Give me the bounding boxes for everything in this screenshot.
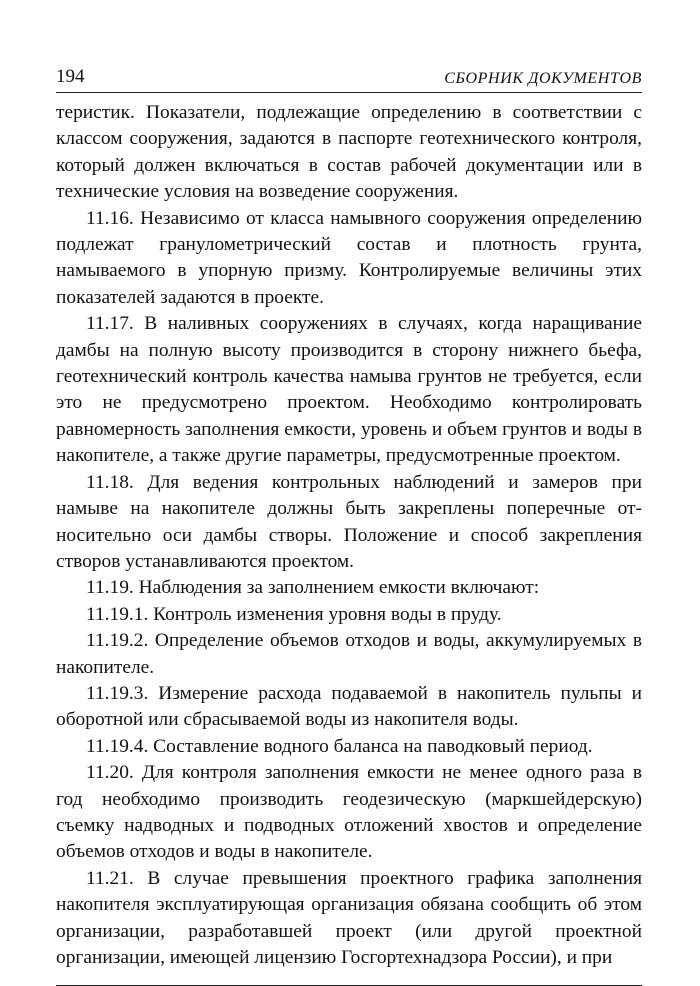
- running-title: СБОРНИК ДОКУМЕНТОВ: [444, 70, 642, 87]
- paragraph-11-19: 11.19. Наблюдения за заполнением емкости включают:: [86, 577, 540, 599]
- paragraph-11-19-2: 11.19.2. Определение объемов отходов и воды, аккумулируемых в накопителе.: [56, 630, 642, 678]
- page-number: 194: [56, 66, 85, 87]
- paragraph-11-16: 11.16. Независимо от класса намывного сооружения определению подлежат гранулометрический состав и плотность грунта, намываемого в упорную призму. Контролируемые величины этих показателей задаются в проекте.: [56, 207, 642, 308]
- paragraph-11-19-4: 11.19.4. Составление водного баланса на паводковый период.: [86, 735, 593, 757]
- paragraph-11-18: 11.18. Для ведения контрольных наблюдений и замеров при намыве на накопителе должны быть закреплены поперечные относительно оси дамбы створы. Положение и способ закрепления створов устанавливаются проектом.: [56, 471, 642, 572]
- paragraph-continuation: теристик. Показатели, подлежащие определению в соответствии с классом сооружения, задаются в паспорте геотехнического контроля, который должен включаться в состав рабочей документации или в технические условия на возведение сооружения.: [56, 102, 642, 203]
- paragraph-11-19-3: 11.19.3. Измерение расхода подаваемой в накопитель пульпы и оборотной или сбрасываемой воды из накопителя воды.: [56, 682, 642, 731]
- paragraph-11-20: 11.20. Для контроля заполнения емкости не менее одного раза в год необходимо производить геодезическую (маркшейдерскую) съемку надводных и подводных отложений хвостов и определение объемов отходов и воды в накопителе.: [56, 762, 642, 863]
- document-page: [56, 62, 642, 986]
- body-text: [56, 100, 642, 971]
- paragraph-11-19-1: 11.19.1. Контроль изменения уровня воды в пруду.: [86, 603, 502, 625]
- page-header: [56, 62, 642, 93]
- paragraph-11-17: 11.17. В наливных сооружениях в случаях, когда наращивание дамбы на полную высоту производится в сторону нижнего бьефа, геотехнический контроль качества намыва грунтов не требуется, если это не предусмотрено проектом. Необходимо контролировать равномерность заполнения емкости, уровень и объем грунтов и воды в накопителе, а также другие параметры, предусмотренные проектом.: [56, 313, 642, 467]
- paragraph-11-21: 11.21. В случае превышения проектного графика заполнения накопителя эксплуатирующая организация обязана сообщить об этом организации, разработавшей проект (или другой проектной организации, имеющей лицензию Госгортехнадзора России), и при: [56, 867, 642, 968]
